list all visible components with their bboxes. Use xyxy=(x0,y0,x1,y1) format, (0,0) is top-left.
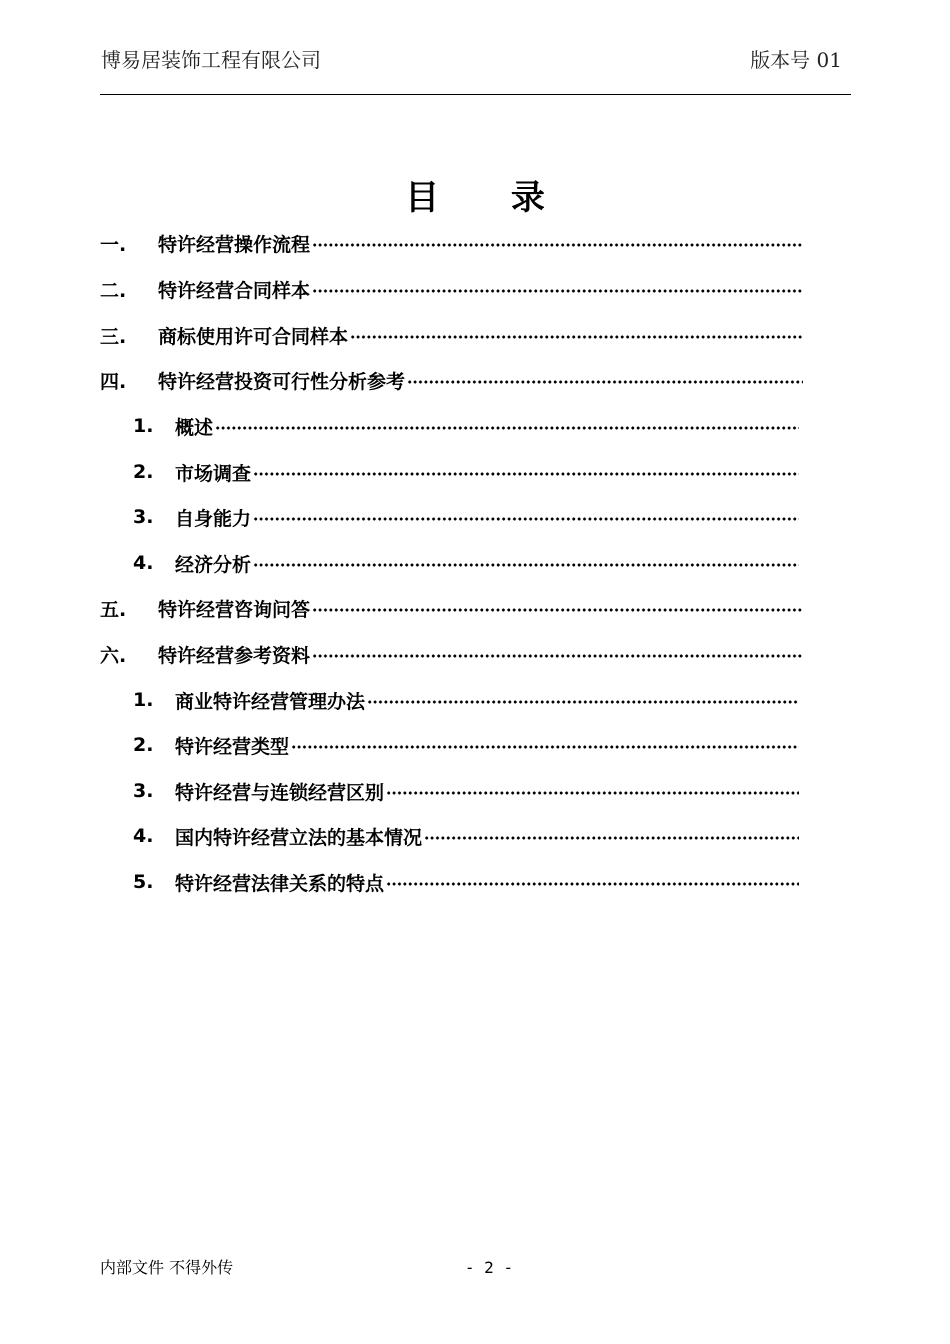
toc-entry-number: 3. xyxy=(133,780,154,802)
toc-entry-number: 2. xyxy=(133,461,154,483)
toc-dot-leader xyxy=(407,380,803,384)
toc-dot-leader xyxy=(312,289,803,293)
toc-entry[interactable] xyxy=(100,631,803,677)
toc-entry-number: 5. xyxy=(133,871,154,893)
toc-entry[interactable] xyxy=(100,220,803,266)
toc-dot-leader xyxy=(253,517,799,521)
toc-dot-leader xyxy=(424,836,799,840)
toc-entry-number: 五. xyxy=(100,598,127,621)
toc-dot-leader xyxy=(386,791,799,795)
toc-entry-number: 2. xyxy=(133,734,154,756)
toc-entry-title: 特许经营合同样本 xyxy=(158,279,311,302)
toc-subentry[interactable] xyxy=(133,722,799,768)
toc-entry-title: 国内特许经营立法的基本情况 xyxy=(175,826,423,849)
toc-subentry[interactable] xyxy=(133,813,799,859)
footer-confidential-note: 内部文件 不得外传 xyxy=(100,1258,234,1277)
toc-entry-title: 市场调查 xyxy=(175,462,252,485)
toc-entry-title: 特许经营与连锁经营区别 xyxy=(175,781,385,804)
toc-dot-leader xyxy=(312,243,803,247)
toc-subentry[interactable] xyxy=(133,768,799,814)
toc-entry-title: 经济分析 xyxy=(175,553,252,576)
toc-subentry[interactable] xyxy=(133,449,799,495)
header-company-name: 博易居装饰工程有限公司 xyxy=(101,48,321,72)
toc-entry-number: 一. xyxy=(100,233,127,256)
toc-dot-leader xyxy=(386,882,799,886)
toc-entry-title: 特许经营操作流程 xyxy=(158,233,311,256)
toc-subentry[interactable] xyxy=(133,540,799,586)
toc-subentry[interactable] xyxy=(133,403,799,449)
toc-entry[interactable] xyxy=(100,357,803,403)
header-version-number: 版本号 01 xyxy=(750,48,842,72)
toc-dot-leader xyxy=(312,608,803,612)
toc-entry-title: 特许经营投资可行性分析参考 xyxy=(158,370,406,393)
toc-entry-title: 特许经营法律关系的特点 xyxy=(175,872,385,895)
page-title: 目 录 xyxy=(405,178,575,218)
toc-dot-leader xyxy=(215,426,799,430)
header-divider xyxy=(100,94,851,95)
toc-entry-number: 六. xyxy=(100,644,127,667)
toc-entry-title: 特许经营类型 xyxy=(175,735,290,758)
toc-dot-leader xyxy=(350,335,803,339)
toc-subentry[interactable] xyxy=(133,677,799,723)
toc-entry[interactable] xyxy=(100,266,803,312)
toc-entry[interactable] xyxy=(100,312,803,358)
toc-entry-number: 4. xyxy=(133,825,154,847)
toc-dot-leader xyxy=(367,700,799,704)
toc-entry-title: 特许经营咨询问答 xyxy=(158,598,311,621)
toc-dot-leader xyxy=(253,563,799,567)
toc-entry-title: 概述 xyxy=(175,416,214,439)
toc-entry-number: 三. xyxy=(100,325,127,348)
toc-entry-number: 1. xyxy=(133,689,154,711)
toc-entry-number: 4. xyxy=(133,552,154,574)
toc-entry-number: 二. xyxy=(100,279,127,302)
toc-dot-leader xyxy=(312,654,803,658)
toc-entry-title: 商业特许经营管理办法 xyxy=(175,690,366,713)
footer-page-number: - 2 - xyxy=(464,1258,514,1277)
toc-entry[interactable] xyxy=(100,585,803,631)
toc-entry-title: 商标使用许可合同样本 xyxy=(158,325,349,348)
toc-subentry[interactable] xyxy=(133,859,799,905)
toc-subentry[interactable] xyxy=(133,494,799,540)
toc-entry-title: 特许经营参考资料 xyxy=(158,644,311,667)
toc-entry-number: 四. xyxy=(100,370,127,393)
toc-entry-number: 3. xyxy=(133,506,154,528)
toc-entry-title: 自身能力 xyxy=(175,507,252,530)
toc-dot-leader xyxy=(253,472,799,476)
toc-dot-leader xyxy=(291,745,799,749)
toc-entry-number: 1. xyxy=(133,415,154,437)
